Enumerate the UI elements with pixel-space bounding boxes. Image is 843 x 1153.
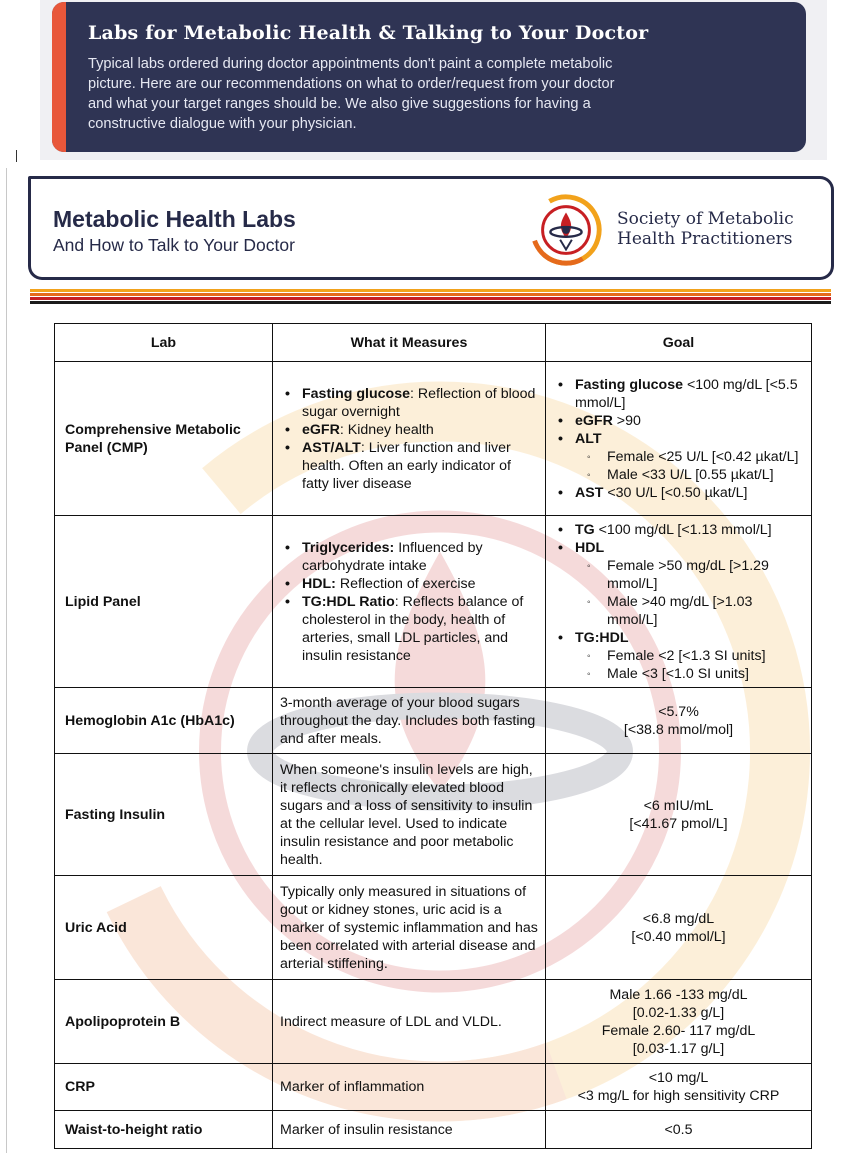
list-item: • Fasting glucose <100 mg/dL [<5.5 mmol/L] — [575, 376, 804, 412]
organization-name-line: Society of Metabolic — [617, 209, 794, 229]
lab-goal — [546, 754, 812, 876]
goal-line: [<41.67 pmol/L] — [629, 815, 728, 832]
banner-title: Labs for Metabolic Health & Talking to Your Doctor — [88, 22, 649, 44]
color-stripes — [30, 289, 831, 305]
banner-line: and what your target ranges should be. We also give suggestions for having a — [88, 96, 591, 112]
goal-line: [<38.8 mmol/mol] — [623, 721, 734, 738]
sub-list-item: ◦ Female <25 U/L [<0.42 µkat/L] — [607, 448, 804, 466]
banner-line: picture. Here are our recommendations on what to order/request from your doctor — [88, 76, 615, 92]
lab-name: Lipid Panel — [55, 516, 273, 688]
banner-line: constructive dialogue with your physician. — [88, 116, 357, 132]
banner-body — [88, 54, 788, 134]
lab-measures — [273, 516, 546, 688]
labs-table — [54, 323, 812, 1149]
lab-name: Apolipoprotein B — [55, 980, 273, 1064]
column-header-measures: What it Measures — [273, 324, 546, 362]
lab-measures: Typically only measured in situations of gout or kidney stones, uric acid is a marker of systemic inflammation and has been correlated with arterial disease and arterial stiffening. — [273, 876, 546, 980]
goal-line: <10 mg/L — [648, 1070, 709, 1086]
table-row — [55, 362, 812, 516]
table-row — [55, 688, 812, 754]
lab-name: CRP — [55, 1064, 273, 1111]
lab-measures: Marker of insulin resistance — [273, 1111, 546, 1149]
lab-name: Comprehensive Metabolic Panel (CMP) — [55, 362, 273, 516]
sub-list-item: ◦ Female >50 mg/dL [>1.29 mmol/L] — [607, 557, 804, 593]
lab-measures — [273, 362, 546, 516]
lab-name: Fasting Insulin — [55, 754, 273, 876]
goal-line: Male 1.66 -133 mg/dL — [609, 986, 748, 1003]
goal-line: <3 mg/L for high sensitivity CRP — [577, 1088, 780, 1104]
goal-line: [<0.40 mmol/L] — [631, 928, 726, 945]
goal-line: Female 2.60- 117 mg/dL — [601, 1022, 756, 1039]
lab-goal — [546, 980, 812, 1064]
list-item: • AST <30 U/L [<0.50 µkat/L] — [575, 484, 804, 502]
list-item: • Triglycerides: Influenced by carbohydrate intake — [302, 539, 538, 575]
list-item: • HDL: Reflection of exercise — [302, 575, 538, 593]
list-item: • TG:HDL Ratio: Reflects balance of cholesterol in the body, health of arteries, small LDL particles, and insulin resistance — [302, 593, 538, 665]
text-cursor — [16, 150, 17, 162]
table-header-row — [55, 324, 812, 362]
list-item: • TG:HDL ◦ Female <2 [<1.3 SI units] ◦ Male <3 [<1.0 SI units] — [575, 629, 804, 683]
goal-line: <6.8 mg/dL — [642, 910, 715, 927]
list-item: • Fasting glucose: Reflection of blood sugar overnight — [302, 385, 538, 421]
table-row — [55, 1111, 812, 1149]
banner-line: Typical labs ordered during doctor appointments don't paint a complete metabolic — [88, 56, 613, 72]
table-row — [55, 754, 812, 876]
list-item: • HDL ◦ Female >50 mg/dL [>1.29 mmol/L] ◦ Male >40 mg/dL [>1.03 mmol/L] — [575, 539, 804, 629]
table-row — [55, 1064, 812, 1111]
lab-measures: Marker of inflammation — [273, 1064, 546, 1111]
banner-accent-bar — [52, 2, 66, 152]
smhp-logo-icon — [527, 191, 605, 269]
sub-list-item: ◦ Male <33 U/L [0.55 µkat/L] — [607, 466, 804, 484]
lab-goal — [546, 362, 812, 516]
page-edge-line — [6, 168, 7, 1153]
goal-line: <5.7% — [658, 703, 699, 720]
document-header — [28, 176, 834, 280]
lab-name: Uric Acid — [55, 876, 273, 980]
table-row — [55, 876, 812, 980]
list-item: • TG <100 mg/dL [<1.13 mmol/L] — [575, 521, 804, 539]
list-item: • ALT ◦ Female <25 U/L [<0.42 µkat/L] ◦ Male <33 U/L [0.55 µkat/L] — [575, 430, 804, 484]
lab-goal: <0.5 — [546, 1111, 812, 1149]
organization-name-line: Health Practitioners — [617, 229, 793, 249]
intro-banner — [52, 2, 806, 152]
column-header-goal: Goal — [546, 324, 812, 362]
lab-name: Waist-to-height ratio — [55, 1111, 273, 1149]
lab-goal — [546, 876, 812, 980]
sub-list-item: ◦ Male <3 [<1.0 SI units] — [607, 665, 804, 683]
table-row — [55, 516, 812, 688]
document-subtitle: And How to Talk to Your Doctor — [53, 235, 295, 255]
sub-list-item: ◦ Female <2 [<1.3 SI units] — [607, 647, 804, 665]
column-header-lab: Lab — [55, 324, 273, 362]
lab-measures: When someone's insulin levels are high, it reflects chronically elevated blood sugars and a loss of sensitivity to insulin at the cellular level. Used to indicate insulin resistance and poor metabolic health. — [273, 754, 546, 876]
lab-goal — [546, 516, 812, 688]
lab-measures: 3-month average of your blood sugars throughout the day. Includes both fasting and after meals. — [273, 688, 546, 754]
lab-goal — [546, 688, 812, 754]
list-item: • eGFR: Kidney health — [302, 421, 538, 439]
goal-line: <6 mIU/mL — [643, 797, 714, 814]
lab-goal — [546, 1064, 812, 1111]
lab-name: Hemoglobin A1c (HbA1c) — [55, 688, 273, 754]
list-item: • eGFR >90 — [575, 412, 804, 430]
organization-name — [617, 209, 817, 249]
goal-line: [0.02-1.33 g/L] — [632, 1004, 725, 1021]
table-row — [55, 980, 812, 1064]
lab-measures: Indirect measure of LDL and VLDL. — [273, 980, 546, 1064]
list-item: • AST/ALT: Liver function and liver health. Often an early indicator of fatty liver disease — [302, 439, 538, 493]
sub-list-item: ◦ Male >40 mg/dL [>1.03 mmol/L] — [607, 593, 804, 629]
goal-line: [0.03-1.17 g/L] — [632, 1040, 725, 1057]
document-title: Metabolic Health Labs — [53, 206, 296, 232]
